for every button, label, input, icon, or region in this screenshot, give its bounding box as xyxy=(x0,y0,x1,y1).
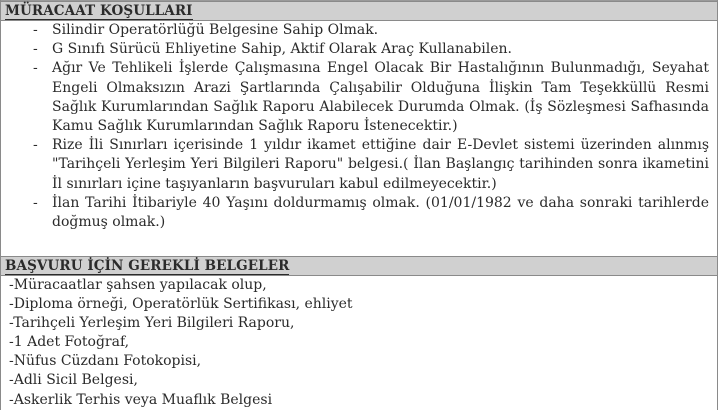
list-item xyxy=(1,194,717,232)
list-item: -Tarihçeli Yerleşim Yeri Bilgileri Raporu, xyxy=(9,315,295,332)
list-item: -Adli Sicil Belgesi, xyxy=(9,372,138,389)
list-item: -Askerlik Terhis veya Muaflık Belgesi xyxy=(9,391,273,408)
conditions-list xyxy=(1,21,717,232)
dash-marker: - xyxy=(33,41,38,58)
section-title: MÜRACAAT KOŞULLARI xyxy=(5,3,193,19)
dash-marker: - xyxy=(33,60,38,77)
list-item: -Müracaatlar şahsen yapılacak olup, xyxy=(9,277,267,293)
section-title: BAŞVURU İÇİN GEREKLİ BELGELER xyxy=(5,258,290,274)
list-item-text: Ağır Ve Tehlikeli İşlerde Çalışmasına Engel Olacak Bir Hastalığının Bulunmadığı, Seyahat Engeli Olmaksızın Arazi Şartlarında Çalışabilir Olduğuna İlişkin Tam Teşekküllü Resmi Sağlık Kurumlarından Sağlık Raporu Alabilecek Durumda Olmak. (İş Sözleşmesi Safhasında Kamu Sağlık Kurumlarından Sağlık Raporu İstenecektir.) xyxy=(52,60,709,135)
list-item: -1 Adet Fotoğraf, xyxy=(9,334,130,351)
section-header xyxy=(1,1,717,21)
documents-list xyxy=(1,276,717,410)
dash-marker: - xyxy=(33,137,38,154)
application-conditions-section xyxy=(1,1,717,232)
dash-marker: - xyxy=(33,22,38,38)
required-documents-section xyxy=(1,256,717,410)
list-item: -Diploma örneği, Operatörlük Sertifikası, ehliyet xyxy=(9,296,353,313)
list-item xyxy=(1,21,717,40)
list-item xyxy=(1,59,717,136)
list-item xyxy=(1,40,717,59)
section-header xyxy=(1,256,717,276)
list-item-text: Silindir Operatörlüğü Belgesine Sahip Olmak. xyxy=(52,22,379,38)
list-item xyxy=(1,136,717,194)
list-item-text: G Sınıfı Sürücü Ehliyetine Sahip, Aktif Olarak Araç Kullanabilen. xyxy=(52,41,513,58)
list-item-text: İlan Tarihi İtibariyle 40 Yaşını doldurmamış olmak. (01/01/1982 ve daha sonraki tarihlerde doğmuş olmak.) xyxy=(52,194,709,231)
dash-marker: - xyxy=(33,194,38,211)
list-item-text: Rize İli Sınırları içerisinde 1 yıldır ikamet ettiğine dair E-Devlet sistemi üzerinden alınmış "Tarihçeli Yerleşim Yeri Bilgileri Raporu" belgesi.( İlan Başlangıç tarihinden sonra ikametini İl sınırları içine taşıyanların başvuruları kabul edilmeyecektir.) xyxy=(52,137,709,192)
list-item: -Nüfus Cüzdanı Fotokopisi, xyxy=(9,353,202,370)
